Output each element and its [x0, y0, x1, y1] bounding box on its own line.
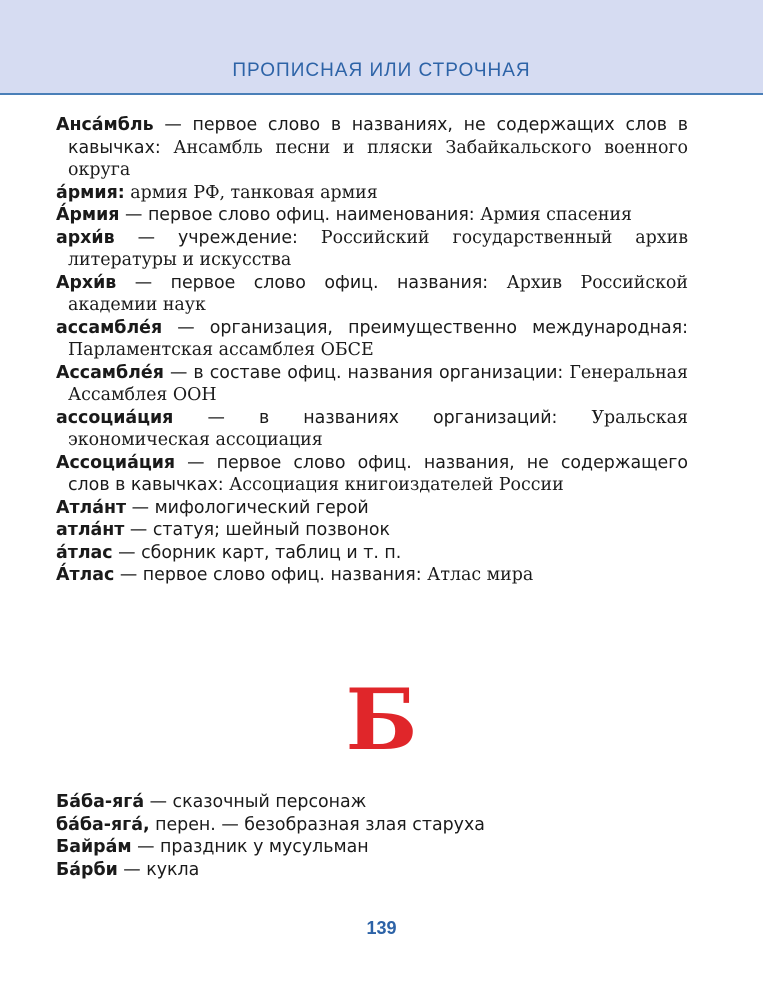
headword: Ба́ба-яга́ — [56, 792, 145, 812]
entry-separator: — — [124, 520, 153, 540]
entry-gloss: организация, преимущественно международная: — [209, 317, 688, 338]
entry-separator: — — [114, 565, 143, 585]
entry-example: Уральская экономическая ассоциация — [68, 407, 688, 450]
entry-separator: — — [116, 272, 171, 293]
dictionary-entry — [56, 407, 688, 452]
dictionary-entry — [56, 317, 688, 362]
entry-gloss: первое слово офиц. наименования: — [147, 205, 475, 225]
entry-example: Архив Российской академии наук — [68, 272, 688, 315]
headword: ассоциа́ция — [56, 407, 174, 428]
entry-gloss: сборник карт, таблиц и т. п. — [141, 542, 402, 563]
entry-separator: — — [163, 362, 194, 383]
dictionary-entry — [56, 836, 688, 859]
dictionary-entry — [56, 519, 688, 542]
dictionary-entry — [56, 452, 688, 497]
entry-gloss: в названиях организаций: — [258, 407, 558, 428]
dictionary-entry — [56, 791, 688, 814]
dictionary-entry — [56, 497, 688, 520]
section-letter: Б — [345, 670, 418, 769]
entry-separator: — — [112, 542, 142, 563]
entry-gloss: первое слово офиц. названия, не содержащего слов в кавычках: — [68, 452, 689, 495]
entry-example: Ассоциация книгоиздателей России — [223, 475, 564, 495]
dictionary-entry — [56, 542, 688, 565]
headword: ассамбле́я — [56, 317, 163, 338]
dictionary-entry — [56, 362, 688, 407]
headword: Анса́мбль — [56, 115, 154, 135]
headword: А́тлас — [56, 565, 115, 585]
dictionary-section-a — [56, 114, 688, 587]
entry-example: армия РФ, танковая армия — [130, 182, 378, 203]
headword: атла́нт — [56, 520, 125, 540]
running-header — [0, 0, 763, 95]
entry-separator: — — [162, 317, 210, 338]
entry-separator: — — [175, 452, 217, 473]
entry-example: Армия спасения — [474, 205, 633, 225]
entry-gloss: первое слово офиц. названия: — [142, 565, 422, 585]
entry-separator: — — [126, 497, 155, 518]
headword: Ассоциа́ция — [56, 452, 176, 473]
entry-gloss: кукла — [146, 859, 200, 880]
dictionary-entry — [56, 272, 688, 317]
dictionary-entry — [56, 859, 688, 882]
headword: Байра́м — [56, 837, 132, 857]
headword: ба́ба-яга́, — [56, 814, 150, 835]
dictionary-entry — [56, 564, 688, 587]
entry-gloss: праздник у мусульман — [160, 837, 369, 857]
entry-separator: — — [173, 407, 259, 428]
entry-gloss: статуя; шейный позвонок — [152, 520, 390, 540]
headword: архи́в — [56, 227, 115, 248]
dictionary-entry — [56, 114, 688, 182]
entry-gloss: учреждение: — [177, 227, 298, 248]
entry-separator: — — [119, 205, 148, 225]
entry-gloss: перен. — безобразная злая старуха — [155, 814, 485, 835]
headword: Архи́в — [56, 272, 117, 293]
entry-separator: — — [144, 792, 173, 812]
headword: а́тлас — [56, 542, 113, 563]
entry-example: Ансамбль песни и пляски Забайкальского военного округа — [68, 137, 688, 180]
headword: Атла́нт — [56, 497, 127, 518]
dictionary-entry — [56, 814, 688, 837]
headword: А́рмия — [56, 205, 120, 225]
entry-example: Атлас мира — [421, 565, 534, 585]
dictionary-section-b — [56, 791, 688, 881]
entry-example: Генеральная Ассамблея ООН — [68, 362, 689, 405]
entry-gloss: первое слово в названиях, не содержащих слов в кавычках: — [68, 115, 688, 158]
headword: Ассамбле́я — [56, 362, 164, 383]
entry-separator: — — [153, 115, 193, 135]
entry-gloss: сказочный персонаж — [172, 792, 367, 812]
entry-gloss: первое слово офиц. названия: — [170, 272, 489, 293]
page-header-title: ПРОПИСНАЯ ИЛИ СТРОЧНАЯ — [232, 60, 531, 81]
dictionary-entry — [56, 227, 688, 272]
entry-separator: — — [117, 859, 147, 880]
entry-example: Парламентская ассамблея ОБСЕ — [68, 340, 374, 360]
dictionary-entry — [56, 204, 688, 227]
entry-separator: — — [114, 227, 178, 248]
entry-separator: — — [131, 837, 161, 857]
headword: Ба́рби — [56, 859, 118, 880]
entry-gloss: в составе офиц. названия организации: — [193, 362, 564, 383]
page-number: 139 — [366, 918, 397, 938]
headword: а́рмия: — [56, 182, 125, 203]
entry-gloss: мифологический герой — [154, 497, 369, 518]
dictionary-entry — [56, 182, 688, 205]
entry-example: Российский государственный архив литературы и искусства — [68, 227, 689, 270]
